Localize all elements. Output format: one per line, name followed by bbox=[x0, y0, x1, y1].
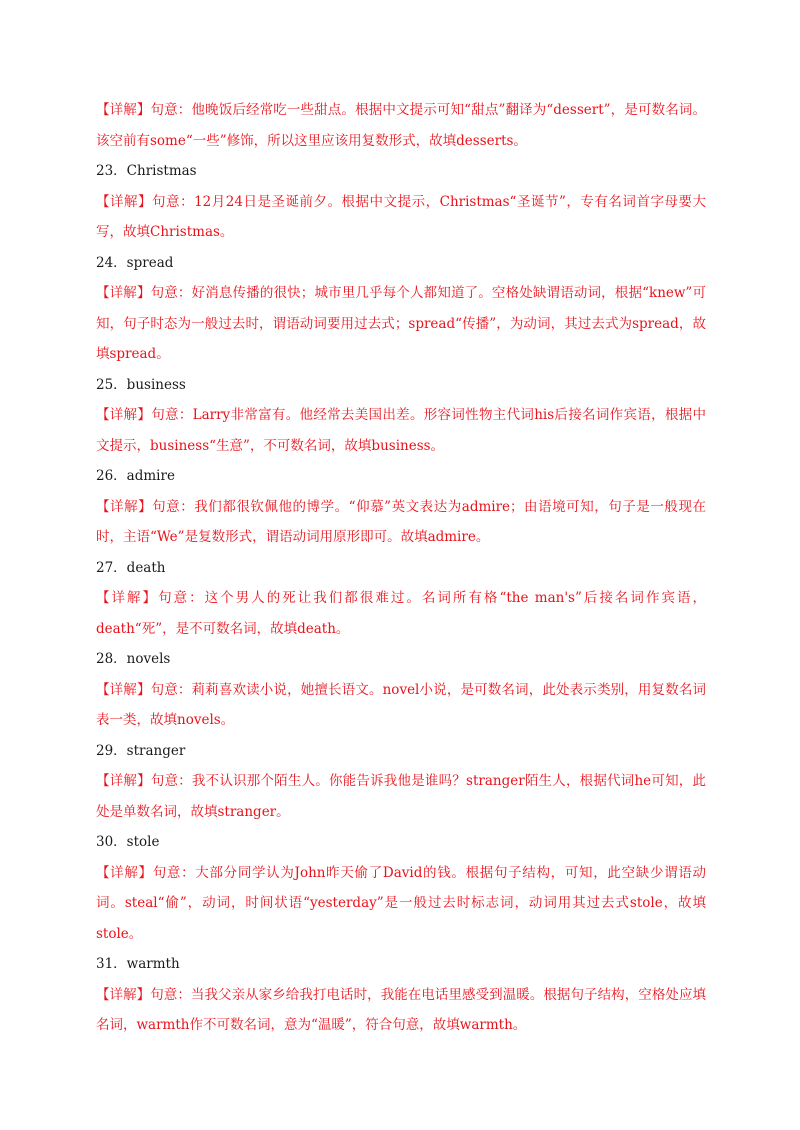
answer-24: 24．spread bbox=[96, 254, 174, 271]
explanation-25: 【详解】句意：Larry非常富有。他经常去美国出差。形容词性物主代词his后接名词作宾语，根据中文提示，business“生意”，不可数名词，故填business。 bbox=[96, 407, 706, 454]
answer-27: 27．death bbox=[96, 559, 166, 576]
explanation-29: 【详解】句意：我不认识那个陌生人。你能告诉我他是谁吗？stranger陌生人，根据代词he可知，此处是单数名词，故填stranger。 bbox=[96, 773, 706, 820]
answer-26: 26．admire bbox=[96, 468, 175, 484]
answer-25: 25．business bbox=[96, 376, 186, 393]
explanation-27: 【详解】句意：这个男人的死让我们都很难过。名词所有格“the man's”后接名词作宾语，death“死”，是不可数名词，故填death。 bbox=[96, 590, 706, 637]
answer-28: 28．novels bbox=[96, 651, 171, 667]
explanation-24: 【详解】句意：好消息传播的很快；城市里几乎每个人都知道了。空格处缺谓语动词，根据“knew”可知，句子时态为一般过去时，谓语动词要用过去式；spread“传播”，为动词，其过去式为spread，故填spread。 bbox=[96, 285, 706, 362]
explanation-23: 【详解】句意：12月24日是圣诞前夕。根据中文提示，Christmas“圣诞节”，专有名词首字母要大写，故填Christmas。 bbox=[96, 193, 706, 240]
answer-30: 30．stole bbox=[96, 834, 160, 850]
explanation-26: 【详解】句意：我们都很钦佩他的博学。“仰慕”英文表达为admire；由语境可知，句子是一般现在时，主语“We”是复数形式，谓语动词用原形即可。故填admire。 bbox=[96, 498, 706, 545]
explanation-30: 【详解】句意：大部分同学认为John昨天偷了David的钱。根据句子结构，可知，此空缺少谓语动词。steal“偷”，动词，时间状语“yesterday”是一般过去时标志词，动词用其过去式stole，故填stole。 bbox=[96, 864, 706, 942]
explanation-22: 【详解】句意：他晚饭后经常吃一些甜点。根据中文提示可知“甜点”翻译为“dessert”，是可数名词。该空前有some“一些”修饰，所以这里应该用复数形式，故填desserts。 bbox=[96, 102, 706, 149]
answer-31: 31．warmth bbox=[96, 956, 180, 972]
explanation-31: 【详解】句意：当我父亲从家乡给我打电话时，我能在电话里感受到温暖。根据句子结构，空格处应填名词，warmth作不可数名词，意为“温暖”，符合句意，故填warmth。 bbox=[96, 986, 706, 1033]
document-page bbox=[96, 95, 706, 1041]
answer-29: 29．stranger bbox=[96, 742, 186, 759]
answer-23: 23．Christmas bbox=[96, 163, 197, 179]
explanation-28: 【详解】句意：莉莉喜欢读小说，她擅长语文。novel小说，是可数名词，此处表示类别，用复数名词表一类，故填novels。 bbox=[96, 681, 706, 728]
